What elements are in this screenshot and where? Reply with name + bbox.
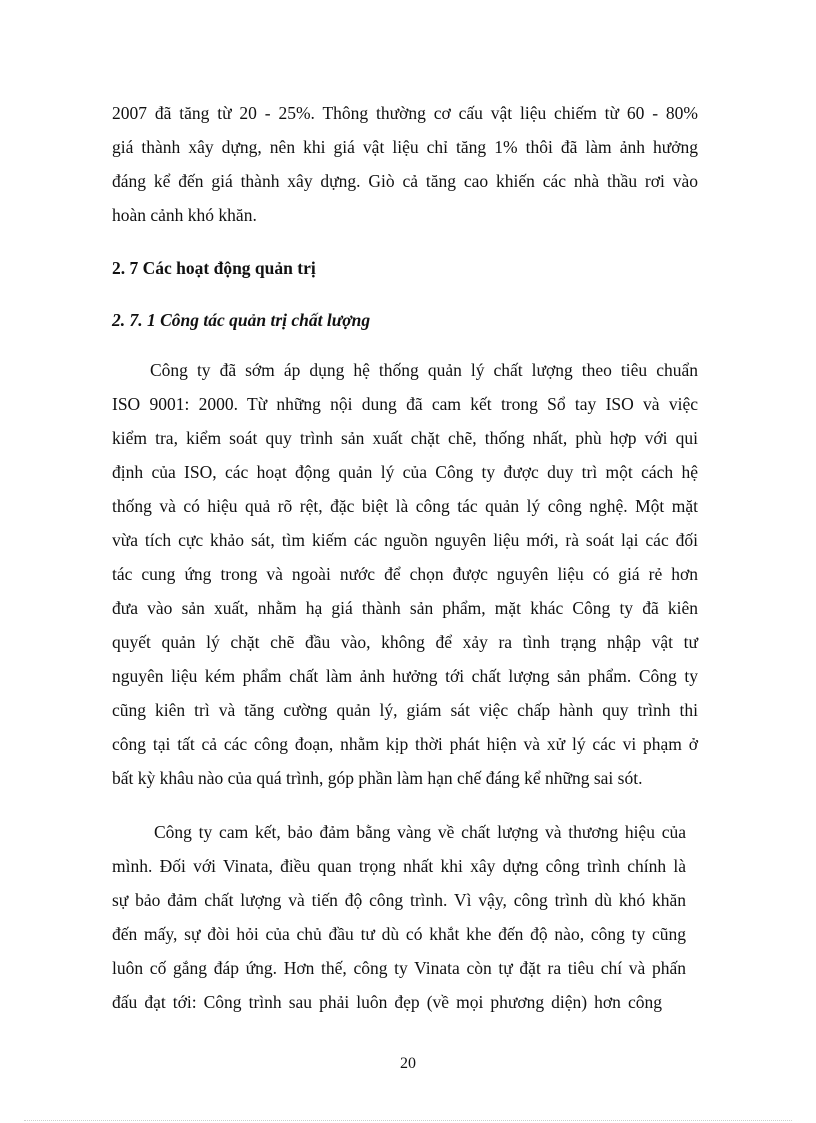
paragraph-2-line: bất kỳ khâu nào của quá trình, góp phần làm hạn chế đáng kể những sai sót. <box>112 768 643 788</box>
paragraph-1-line: giá thành xây dựng, nên khi giá vật liệu chỉ tăng 1% thôi đã làm ảnh hưởng <box>112 137 698 157</box>
paragraph-3-line: Công ty cam kết, bảo đảm bằng vàng về chất lượng và thương hiệu của <box>154 822 686 842</box>
paragraph-3-line: sự bảo đảm chất lượng và tiến độ công trình. Vì vậy, công trình dù khó khăn <box>112 890 686 910</box>
paragraph-2-line: Công ty đã sớm áp dụng hệ thống quản lý chất lượng theo tiêu chuẩn <box>150 360 698 380</box>
paragraph-2-line: nguyên liệu kém phẩm chất làm ảnh hưởng tới chất lượng sản phẩm. Công ty <box>112 666 698 686</box>
footer-divider <box>24 1120 792 1121</box>
paragraph-2-line: tác cung ứng trong và ngoài nước để chọn được nguyên liệu có giá rẻ hơn <box>112 564 698 584</box>
paragraph-2-line: thống và có hiệu quả rõ rệt, đặc biệt là công tác quản lý công nghệ. Một mặt <box>112 496 698 516</box>
paragraph-1-line: đáng kể đến giá thành xây dựng. Giò cả tăng cao khiến các nhà thầu rơi vào <box>112 171 698 191</box>
paragraph-1-line: 2007 đã tăng từ 20 - 25%. Thông thường cơ cấu vật liệu chiếm từ 60 - 80% <box>112 103 698 123</box>
paragraph-2-line: định của ISO, các hoạt động quản lý của Công ty được duy trì một cách hệ <box>112 462 698 482</box>
paragraph-3-line: mình. Đối với Vinata, điều quan trọng nhất khi xây dựng công trình chính là <box>112 856 686 876</box>
paragraph-2-line: công tại tất cả các công đoạn, nhằm kịp thời phát hiện và xử lý các vi phạm ở <box>112 734 698 754</box>
paragraph-3-line: luôn cố gắng đáp ứng. Hơn thế, công ty Vinata còn tự đặt ra tiêu chí và phấn <box>112 958 686 978</box>
paragraph-3-line: đấu đạt tới: Công trình sau phải luôn đẹp (về mọi phương diện) hơn công <box>112 992 662 1012</box>
paragraph-3-line: đến mấy, sự đòi hỏi của chủ đầu tư dù có khắt khe đến độ nào, công ty cũng <box>112 924 686 944</box>
paragraph-2-line: ISO 9001: 2000. Từ những nội dung đã cam kết trong Sổ tay ISO và việc <box>112 394 698 414</box>
paragraph-2-line: quyết quản lý chặt chẽ đầu vào, không để xảy ra tình trạng nhập vật tư <box>112 632 698 652</box>
page-number: 20 <box>400 1055 416 1072</box>
section-heading: 2. 7 Các hoạt động quản trị <box>112 258 316 278</box>
paragraph-2-line: vừa tích cực khảo sát, tìm kiếm các nguồn nguyên liệu mới, rà soát lại các đối <box>112 530 698 550</box>
paragraph-2-line: cũng kiên trì và tăng cường quản lý, giám sát việc chấp hành quy trình thi <box>112 700 698 720</box>
paragraph-2-line: kiểm tra, kiểm soát quy trình sản xuất chặt chẽ, thống nhất, phù hợp với qui <box>112 428 698 448</box>
paragraph-1-line: hoàn cảnh khó khăn. <box>112 205 257 225</box>
subsection-heading: 2. 7. 1 Công tác quản trị chất lượng <box>112 310 371 330</box>
paragraph-2-line: đưa vào sản xuất, nhằm hạ giá thành sản phẩm, mặt khác Công ty đã kiên <box>112 598 698 618</box>
